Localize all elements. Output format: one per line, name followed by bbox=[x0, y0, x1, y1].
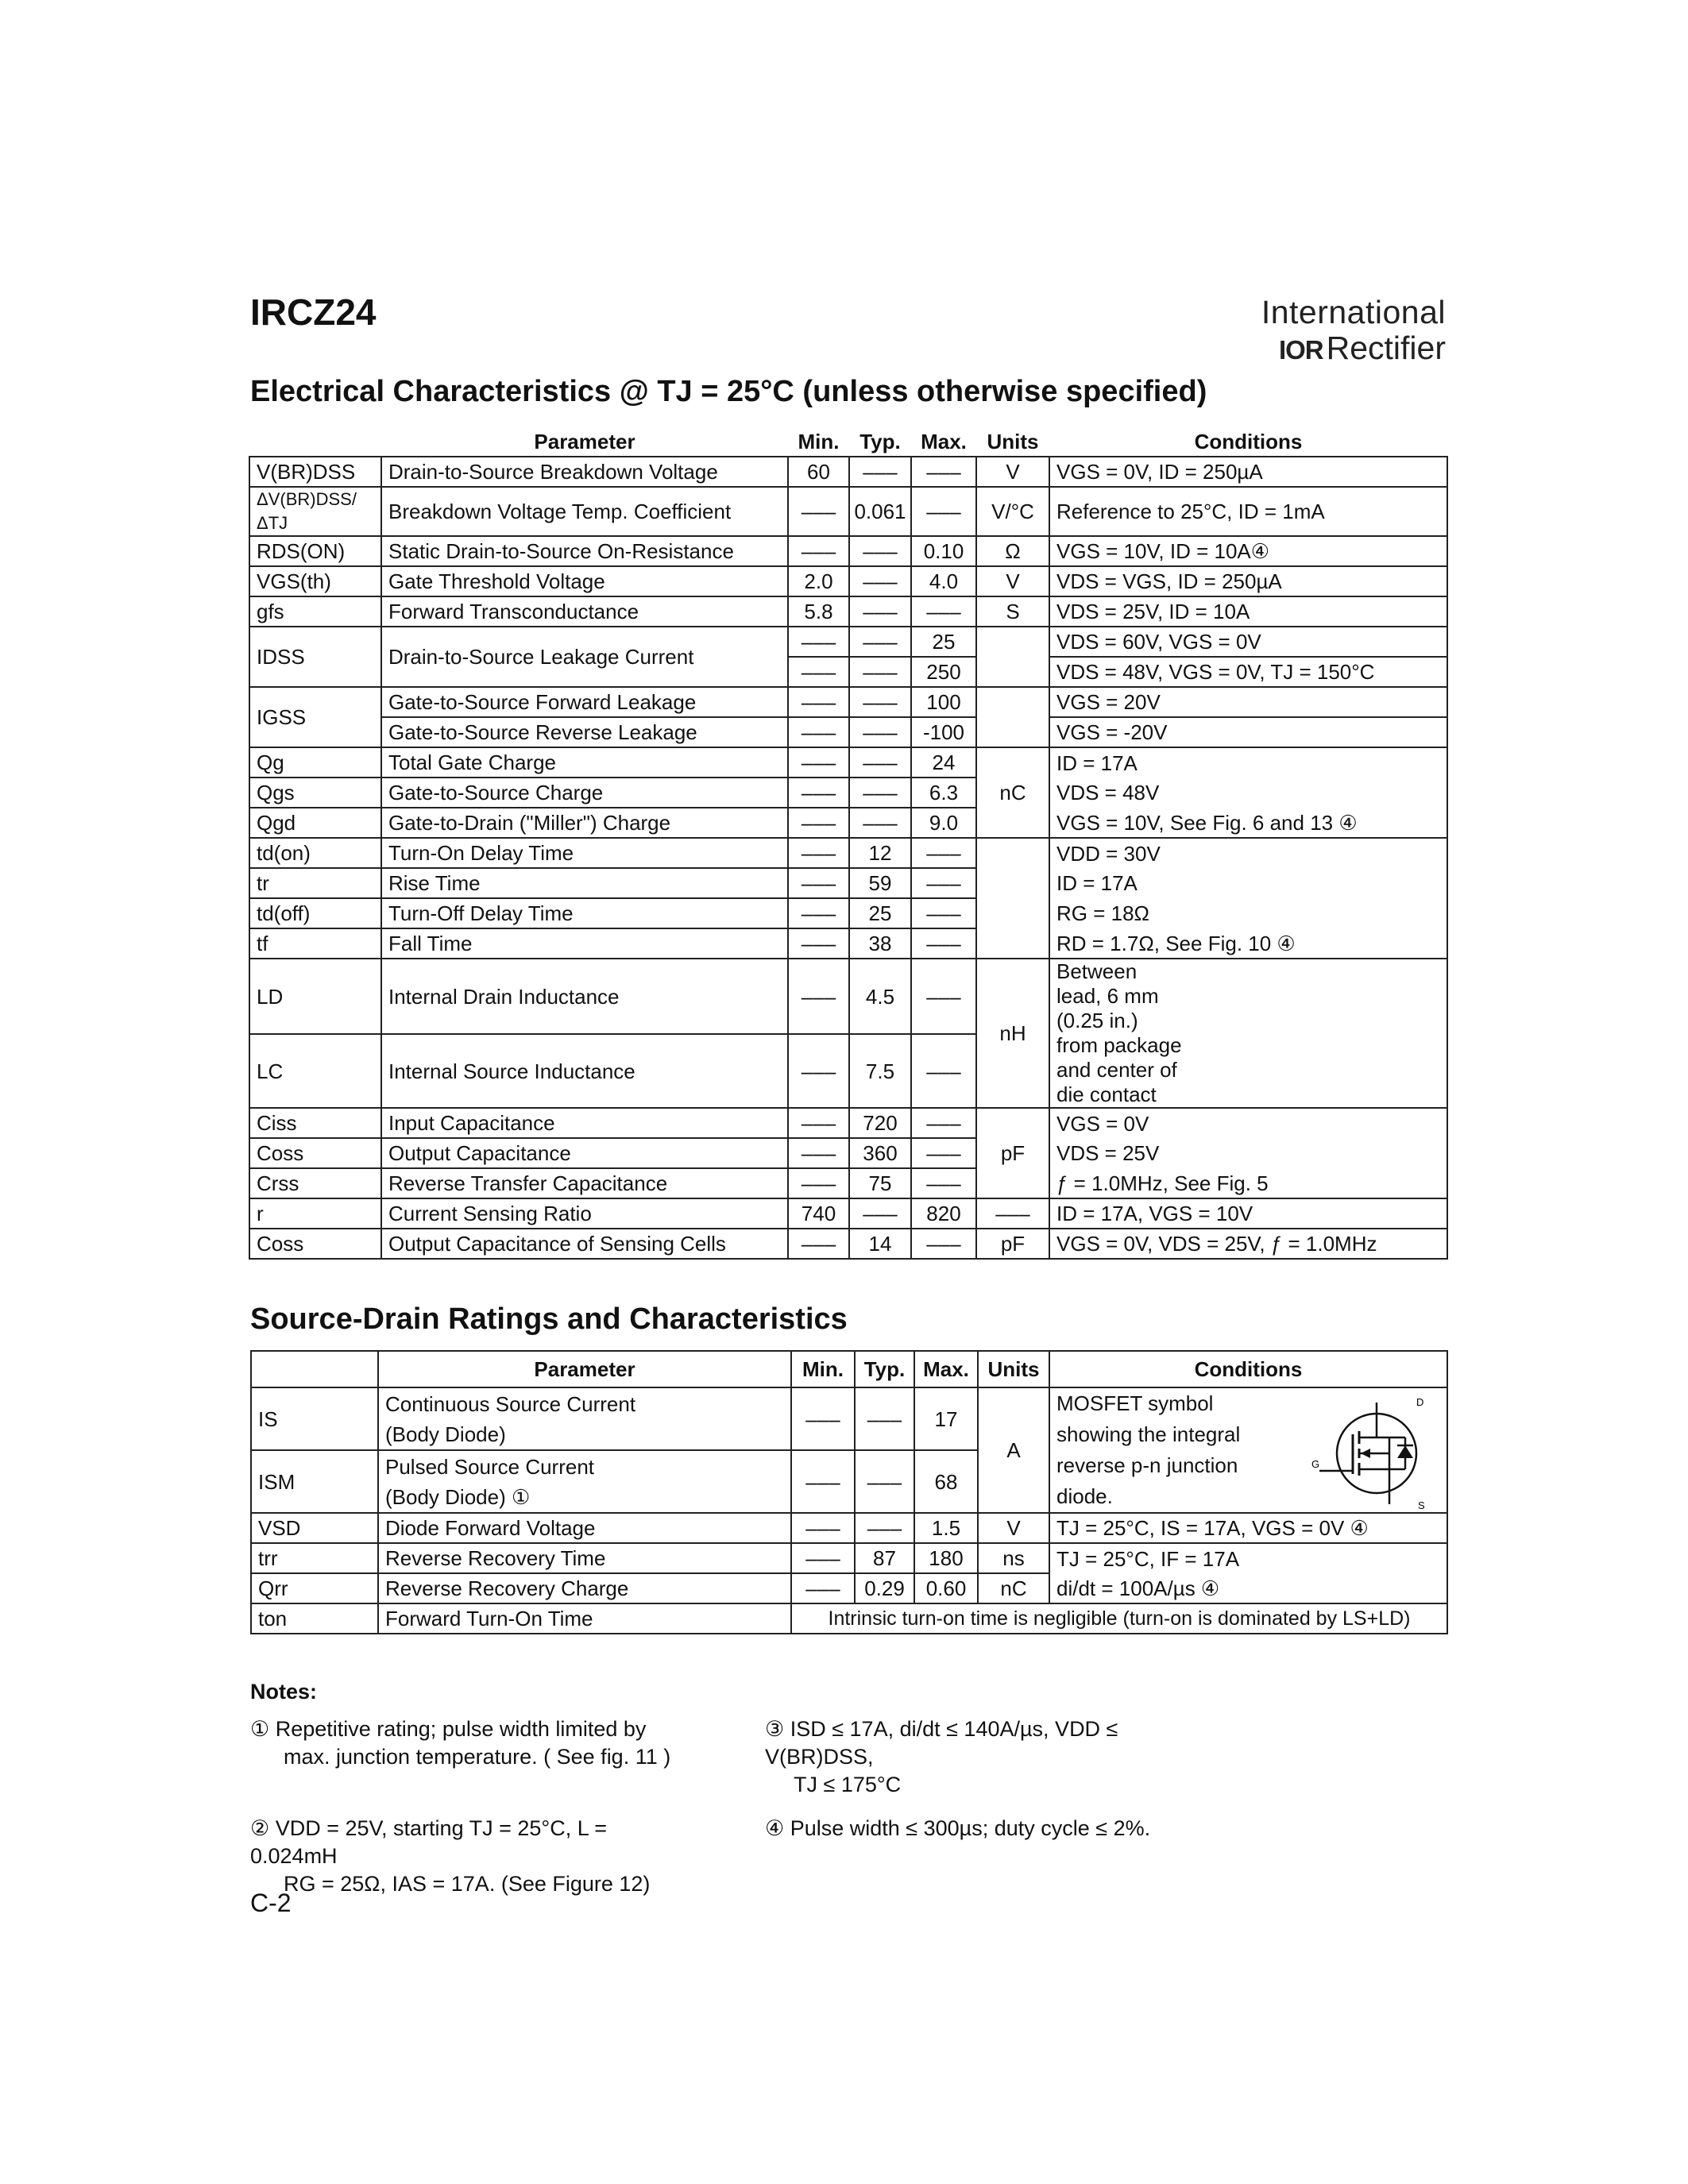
min-cell: ––– bbox=[788, 657, 849, 687]
parameter-cell: Total Gate Charge bbox=[381, 747, 788, 778]
logo-rectifier: Rectifier bbox=[1326, 330, 1446, 366]
logo-line-1: International bbox=[1261, 294, 1446, 330]
parameter-cell bbox=[378, 1387, 791, 1450]
conditions-cell: RG = 18Ω bbox=[1049, 898, 1447, 928]
min-cell: ––– bbox=[788, 1168, 849, 1198]
max-cell: ––– bbox=[911, 1138, 976, 1168]
ec-col-units: Units bbox=[976, 427, 1049, 457]
table-row bbox=[249, 566, 1447, 596]
sd-col-conditions: Conditions bbox=[1049, 1351, 1447, 1387]
symbol-cell: VSD bbox=[251, 1513, 378, 1543]
max-cell: ––– bbox=[911, 1034, 976, 1108]
table-row bbox=[249, 1229, 1447, 1259]
min-cell: ––– bbox=[788, 536, 849, 566]
conditions-cell: VDS = 48V bbox=[1049, 778, 1447, 808]
conditions-cell: VDS = 48V, VGS = 0V, TJ = 150°C bbox=[1049, 657, 1447, 687]
typ-cell: ––– bbox=[849, 778, 911, 808]
typ-cell: 0.061 bbox=[849, 487, 911, 536]
unit-cell bbox=[976, 627, 1049, 687]
parameter-line: Pulsed Source Current bbox=[385, 1454, 595, 1479]
note-1 bbox=[250, 1715, 695, 1771]
symbol-cell: tr bbox=[249, 868, 381, 898]
conditions-cell: ƒ = 1.0MHz, See Fig. 5 bbox=[1049, 1168, 1447, 1198]
typ-cell: 12 bbox=[849, 838, 911, 868]
min-cell: ––– bbox=[788, 838, 849, 868]
note-line: ③ ISD ≤ 17A, di/dt ≤ 140A/µs, VDD ≤ V(BR)DSS, bbox=[765, 1717, 1118, 1769]
parameter-line: Continuous Source Current bbox=[385, 1391, 636, 1416]
mosfet-symbol-caption: MOSFET symbol showing the integral reverse p-n junction diode. bbox=[1056, 1391, 1241, 1508]
symbol-cell: ΔV(BR)DSS/ΔTJ bbox=[249, 487, 381, 536]
table-row bbox=[249, 747, 1447, 778]
table-row bbox=[249, 928, 1447, 959]
mosfet-symbol-icon bbox=[1311, 1395, 1431, 1512]
symbol-cell: Coss bbox=[249, 1229, 381, 1259]
parameter-cell: Forward Turn-On Time bbox=[378, 1603, 791, 1634]
min-cell: ––– bbox=[791, 1450, 855, 1513]
typ-cell: 720 bbox=[849, 1108, 911, 1138]
parameter-cell: Internal Drain Inductance bbox=[381, 959, 788, 1034]
max-cell: 24 bbox=[911, 747, 976, 778]
typ-cell: 4.5 bbox=[849, 959, 911, 1034]
parameter-cell: Current Sensing Ratio bbox=[381, 1198, 788, 1229]
symbol-cell: Crss bbox=[249, 1168, 381, 1198]
min-cell: ––– bbox=[791, 1543, 855, 1573]
parameter-cell: Reverse Recovery Time bbox=[378, 1543, 791, 1573]
symbol-cell: LC bbox=[249, 1034, 381, 1108]
max-cell: 4.0 bbox=[911, 566, 976, 596]
parameter-cell: Internal Source Inductance bbox=[381, 1034, 788, 1108]
symbol-cell: IS bbox=[251, 1387, 378, 1450]
max-cell: 6.3 bbox=[911, 778, 976, 808]
ec-col-typ: Typ. bbox=[849, 427, 911, 457]
table-row bbox=[249, 487, 1447, 536]
conditions-cell: VDS = VGS, ID = 250µA bbox=[1049, 566, 1447, 596]
max-cell: ––– bbox=[911, 868, 976, 898]
min-cell: 60 bbox=[788, 457, 849, 487]
typ-cell: ––– bbox=[849, 717, 911, 747]
unit-cell: V/°C bbox=[976, 487, 1049, 536]
max-cell: ––– bbox=[911, 928, 976, 959]
table-row bbox=[249, 536, 1447, 566]
min-cell: ––– bbox=[788, 928, 849, 959]
min-cell: ––– bbox=[791, 1513, 855, 1543]
min-cell: ––– bbox=[788, 778, 849, 808]
conditions-cell: VGS = 0V, VDS = 25V, ƒ = 1.0MHz bbox=[1049, 1229, 1447, 1259]
max-cell: ––– bbox=[911, 596, 976, 627]
parameter-cell: Turn-Off Delay Time bbox=[381, 898, 788, 928]
ec-col-conditions: Conditions bbox=[1049, 427, 1447, 457]
note-line: RG = 25Ω, IAS = 17A. (See Figure 12) bbox=[284, 1872, 651, 1896]
page-number: C-2 bbox=[250, 1889, 292, 1917]
typ-cell: ––– bbox=[855, 1513, 914, 1543]
table-row bbox=[249, 457, 1447, 487]
unit-cell: pF bbox=[976, 1229, 1049, 1259]
max-cell: ––– bbox=[911, 1229, 976, 1259]
parameter-cell: Reverse Transfer Capacitance bbox=[381, 1168, 788, 1198]
table-row bbox=[249, 687, 1447, 717]
ec-col-max: Max. bbox=[911, 427, 976, 457]
parameter-cell: Rise Time bbox=[381, 868, 788, 898]
table-row bbox=[251, 1543, 1447, 1573]
sd-col-parameter: Parameter bbox=[378, 1351, 791, 1387]
unit-cell: V bbox=[976, 457, 1049, 487]
typ-cell: ––– bbox=[849, 657, 911, 687]
source-label: S bbox=[1418, 1499, 1425, 1511]
conditions-cell: RD = 1.7Ω, See Fig. 10 ④ bbox=[1049, 928, 1447, 959]
min-cell: ––– bbox=[788, 487, 849, 536]
symbol-cell: Qg bbox=[249, 747, 381, 778]
parameter-line: (Body Diode) ① bbox=[385, 1484, 531, 1509]
max-cell: 9.0 bbox=[911, 808, 976, 838]
typ-cell: ––– bbox=[849, 627, 911, 657]
parameter-cell: Reverse Recovery Charge bbox=[378, 1573, 791, 1603]
table-row bbox=[249, 898, 1447, 928]
typ-cell: ––– bbox=[855, 1450, 914, 1513]
typ-cell: 38 bbox=[849, 928, 911, 959]
max-cell: -100 bbox=[911, 717, 976, 747]
max-cell: ––– bbox=[911, 838, 976, 868]
table-row bbox=[249, 627, 1447, 657]
sd-col-min: Min. bbox=[791, 1351, 855, 1387]
typ-cell: ––– bbox=[849, 457, 911, 487]
unit-cell: Ω bbox=[976, 536, 1049, 566]
note-line: TJ ≤ 175°C bbox=[794, 1773, 902, 1796]
typ-cell: 87 bbox=[855, 1543, 914, 1573]
unit-cell: V bbox=[978, 1513, 1049, 1543]
parameter-cell: Output Capacitance bbox=[381, 1138, 788, 1168]
unit-cell: V bbox=[976, 566, 1049, 596]
symbol-cell: Qgs bbox=[249, 778, 381, 808]
conditions-cell: Reference to 25°C, ID = 1mA bbox=[1049, 487, 1447, 536]
symbol-cell: r bbox=[249, 1198, 381, 1229]
conditions-cell: ID = 17A bbox=[1049, 868, 1447, 898]
min-cell: ––– bbox=[788, 1034, 849, 1108]
min-cell: ––– bbox=[788, 627, 849, 657]
unit-cell: ––– bbox=[976, 1198, 1049, 1229]
note-line: ② VDD = 25V, starting TJ = 25°C, L = 0.024mH bbox=[250, 1816, 607, 1868]
parameter-cell bbox=[378, 1450, 791, 1513]
table-row bbox=[251, 1513, 1447, 1543]
conditions-cell: VGS = -20V bbox=[1049, 717, 1447, 747]
symbol-cell: V(BR)DSS bbox=[249, 457, 381, 487]
typ-cell: ––– bbox=[849, 536, 911, 566]
typ-cell: 360 bbox=[849, 1138, 911, 1168]
sd-col-units: Units bbox=[978, 1351, 1049, 1387]
parameter-cell: Fall Time bbox=[381, 928, 788, 959]
max-cell: 820 bbox=[911, 1198, 976, 1229]
conditions-cell: VGS = 10V, ID = 10A④ bbox=[1049, 536, 1447, 566]
sd-col-typ: Typ. bbox=[855, 1351, 914, 1387]
table-row bbox=[249, 1138, 1447, 1168]
table-row bbox=[249, 959, 1447, 1034]
min-cell: ––– bbox=[788, 687, 849, 717]
table-row bbox=[249, 1198, 1447, 1229]
typ-cell: ––– bbox=[855, 1387, 914, 1450]
table-row bbox=[251, 1603, 1447, 1634]
ec-col-parameter: Parameter bbox=[381, 427, 788, 457]
max-cell: ––– bbox=[911, 487, 976, 536]
note-4 bbox=[765, 1815, 1210, 1843]
electrical-characteristics-table bbox=[249, 427, 1448, 1260]
symbol-cell: ton bbox=[251, 1603, 378, 1634]
typ-cell: 25 bbox=[849, 898, 911, 928]
unit-cell: ns bbox=[978, 1543, 1049, 1573]
min-cell: ––– bbox=[788, 959, 849, 1034]
symbol-cell: LD bbox=[249, 959, 381, 1034]
note-3 bbox=[765, 1715, 1210, 1799]
drain-label: D bbox=[1416, 1396, 1424, 1408]
table-row bbox=[249, 808, 1447, 838]
min-cell: ––– bbox=[788, 1108, 849, 1138]
symbol-cell: IGSS bbox=[249, 687, 381, 747]
conditions-cell: VGS = 10V, See Fig. 6 and 13 ④ bbox=[1049, 808, 1447, 838]
typ-cell: ––– bbox=[849, 687, 911, 717]
unit-cell bbox=[976, 838, 1049, 959]
min-cell: ––– bbox=[788, 717, 849, 747]
max-cell: 100 bbox=[911, 687, 976, 717]
conditions-cell: VGS = 0V, ID = 250µA bbox=[1049, 457, 1447, 487]
parameter-cell: Turn-On Delay Time bbox=[381, 838, 788, 868]
symbol-cell: td(on) bbox=[249, 838, 381, 868]
ec-section-title: Electrical Characteristics @ TJ = 25°C (unless otherwise specified) bbox=[250, 375, 1207, 408]
conditions-cell: VDS = 60V, VGS = 0V bbox=[1049, 627, 1447, 657]
ior-logo-mark: IOR bbox=[1278, 335, 1323, 365]
parameter-cell: Gate-to-Source Forward Leakage bbox=[381, 687, 788, 717]
conditions-cell: ID = 17A, VGS = 10V bbox=[1049, 1198, 1447, 1229]
unit-cell: nC bbox=[978, 1573, 1049, 1603]
typ-cell: 7.5 bbox=[849, 1034, 911, 1108]
symbol-cell: td(off) bbox=[249, 898, 381, 928]
parameter-cell: Gate-to-Drain ("Miller") Charge bbox=[381, 808, 788, 838]
note-line: max. junction temperature. ( See fig. 11 ) bbox=[284, 1745, 671, 1769]
part-number: IRCZ24 bbox=[250, 291, 377, 333]
conditions-cell: VGS = 0V bbox=[1049, 1108, 1447, 1138]
min-cell: ––– bbox=[788, 808, 849, 838]
parameter-cell: Diode Forward Voltage bbox=[378, 1513, 791, 1543]
unit-cell: nC bbox=[976, 747, 1049, 838]
max-cell: ––– bbox=[911, 898, 976, 928]
unit-cell: pF bbox=[976, 1108, 1049, 1198]
unit-cell: S bbox=[976, 596, 1049, 627]
note-2 bbox=[250, 1815, 695, 1898]
typ-cell: ––– bbox=[849, 1198, 911, 1229]
conditions-cell: VDD = 30V bbox=[1049, 838, 1447, 868]
min-cell: ––– bbox=[788, 747, 849, 778]
max-cell: ––– bbox=[911, 1168, 976, 1198]
parameter-cell: Static Drain-to-Source On-Resistance bbox=[381, 536, 788, 566]
logo-line-2 bbox=[1255, 330, 1446, 367]
table-row bbox=[249, 1168, 1447, 1198]
conditions-cell: di/dt = 100A/µs ④ bbox=[1049, 1573, 1447, 1603]
min-cell: ––– bbox=[791, 1573, 855, 1603]
min-cell: 5.8 bbox=[788, 596, 849, 627]
table-row bbox=[249, 778, 1447, 808]
max-cell: 68 bbox=[914, 1450, 978, 1513]
table-row bbox=[249, 717, 1447, 747]
typ-cell: 75 bbox=[849, 1168, 911, 1198]
ec-header-row bbox=[249, 427, 1447, 457]
max-cell: ––– bbox=[911, 1108, 976, 1138]
note-line: ① Repetitive rating; pulse width limited by bbox=[250, 1717, 647, 1741]
symbol-cell: gfs bbox=[249, 596, 381, 627]
typ-cell: ––– bbox=[849, 747, 911, 778]
gate-label: G bbox=[1311, 1458, 1320, 1470]
max-cell: 17 bbox=[914, 1387, 978, 1450]
typ-cell: 0.29 bbox=[855, 1573, 914, 1603]
symbol-cell: RDS(ON) bbox=[249, 536, 381, 566]
symbol-cell: ISM bbox=[251, 1450, 378, 1513]
conditions-cell: VDS = 25V, ID = 10A bbox=[1049, 596, 1447, 627]
ec-col-min: Min. bbox=[788, 427, 849, 457]
symbol-cell: Qrr bbox=[251, 1573, 378, 1603]
typ-cell: ––– bbox=[849, 596, 911, 627]
max-cell: ––– bbox=[911, 457, 976, 487]
conditions-cell: TJ = 25°C, IF = 17A bbox=[1049, 1543, 1447, 1573]
typ-cell: 14 bbox=[849, 1229, 911, 1259]
symbol-cell: VGS(th) bbox=[249, 566, 381, 596]
parameter-cell: Output Capacitance of Sensing Cells bbox=[381, 1229, 788, 1259]
max-cell: 180 bbox=[914, 1543, 978, 1573]
unit-cell: nH bbox=[976, 959, 1049, 1108]
parameter-cell: Gate-to-Source Reverse Leakage bbox=[381, 717, 788, 747]
sd-header-row bbox=[251, 1351, 1447, 1387]
parameter-cell: Gate-to-Source Charge bbox=[381, 778, 788, 808]
unit-cell bbox=[976, 687, 1049, 747]
source-drain-table bbox=[250, 1350, 1448, 1634]
unit-cell: A bbox=[978, 1387, 1049, 1513]
table-row bbox=[249, 868, 1447, 898]
max-cell: ––– bbox=[911, 959, 976, 1034]
symbol-cell: Ciss bbox=[249, 1108, 381, 1138]
max-cell: 250 bbox=[911, 657, 976, 687]
notes-title: Notes: bbox=[250, 1680, 318, 1704]
symbol-cell: trr bbox=[251, 1543, 378, 1573]
symbol-cell: tf bbox=[249, 928, 381, 959]
typ-cell: ––– bbox=[849, 566, 911, 596]
symbol-cell: Coss bbox=[249, 1138, 381, 1168]
min-cell: ––– bbox=[788, 1138, 849, 1168]
conditions-cell: VGS = 20V bbox=[1049, 687, 1447, 717]
min-cell: ––– bbox=[791, 1387, 855, 1450]
sd-col-max: Max. bbox=[914, 1351, 978, 1387]
min-cell: 2.0 bbox=[788, 566, 849, 596]
parameter-cell: Input Capacitance bbox=[381, 1108, 788, 1138]
min-cell: ––– bbox=[788, 898, 849, 928]
min-cell: 740 bbox=[788, 1198, 849, 1229]
parameter-cell: Gate Threshold Voltage bbox=[381, 566, 788, 596]
min-cell: ––– bbox=[788, 868, 849, 898]
max-cell: 0.10 bbox=[911, 536, 976, 566]
min-cell: ––– bbox=[788, 1229, 849, 1259]
parameter-cell: Drain-to-Source Breakdown Voltage bbox=[381, 457, 788, 487]
table-row bbox=[249, 1108, 1447, 1138]
note-line: ④ Pulse width ≤ 300µs; duty cycle ≤ 2%. bbox=[765, 1816, 1151, 1840]
table-row bbox=[251, 1573, 1447, 1603]
conditions-cell: ID = 17A bbox=[1049, 747, 1447, 778]
parameter-line: (Body Diode) bbox=[385, 1422, 506, 1446]
parameter-cell: Breakdown Voltage Temp. Coefficient bbox=[381, 487, 788, 536]
max-cell: 1.5 bbox=[914, 1513, 978, 1543]
symbol-cell: Qgd bbox=[249, 808, 381, 838]
company-logo bbox=[1255, 294, 1446, 367]
conditions-cell: Intrinsic turn-on time is negligible (turn-on is dominated by LS+LD) bbox=[791, 1603, 1447, 1634]
parameter-cell: Drain-to-Source Leakage Current bbox=[381, 627, 788, 687]
conditions-cell bbox=[1049, 1387, 1447, 1513]
typ-cell: ––– bbox=[849, 808, 911, 838]
sd-section-title: Source-Drain Ratings and Characteristics bbox=[250, 1302, 848, 1336]
table-row bbox=[249, 596, 1447, 627]
table-row bbox=[249, 838, 1447, 868]
parameter-cell: Forward Transconductance bbox=[381, 596, 788, 627]
max-cell: 25 bbox=[911, 627, 976, 657]
typ-cell: 59 bbox=[849, 868, 911, 898]
max-cell: 0.60 bbox=[914, 1573, 978, 1603]
symbol-cell: IDSS bbox=[249, 627, 381, 687]
conditions-cell: VDS = 25V bbox=[1049, 1138, 1447, 1168]
conditions-cell: Between lead, 6 mm (0.25 in.) from package and center of die contact bbox=[1049, 959, 1447, 1108]
table-row bbox=[251, 1387, 1447, 1450]
conditions-cell: TJ = 25°C, IS = 17A, VGS = 0V ④ bbox=[1049, 1513, 1447, 1543]
